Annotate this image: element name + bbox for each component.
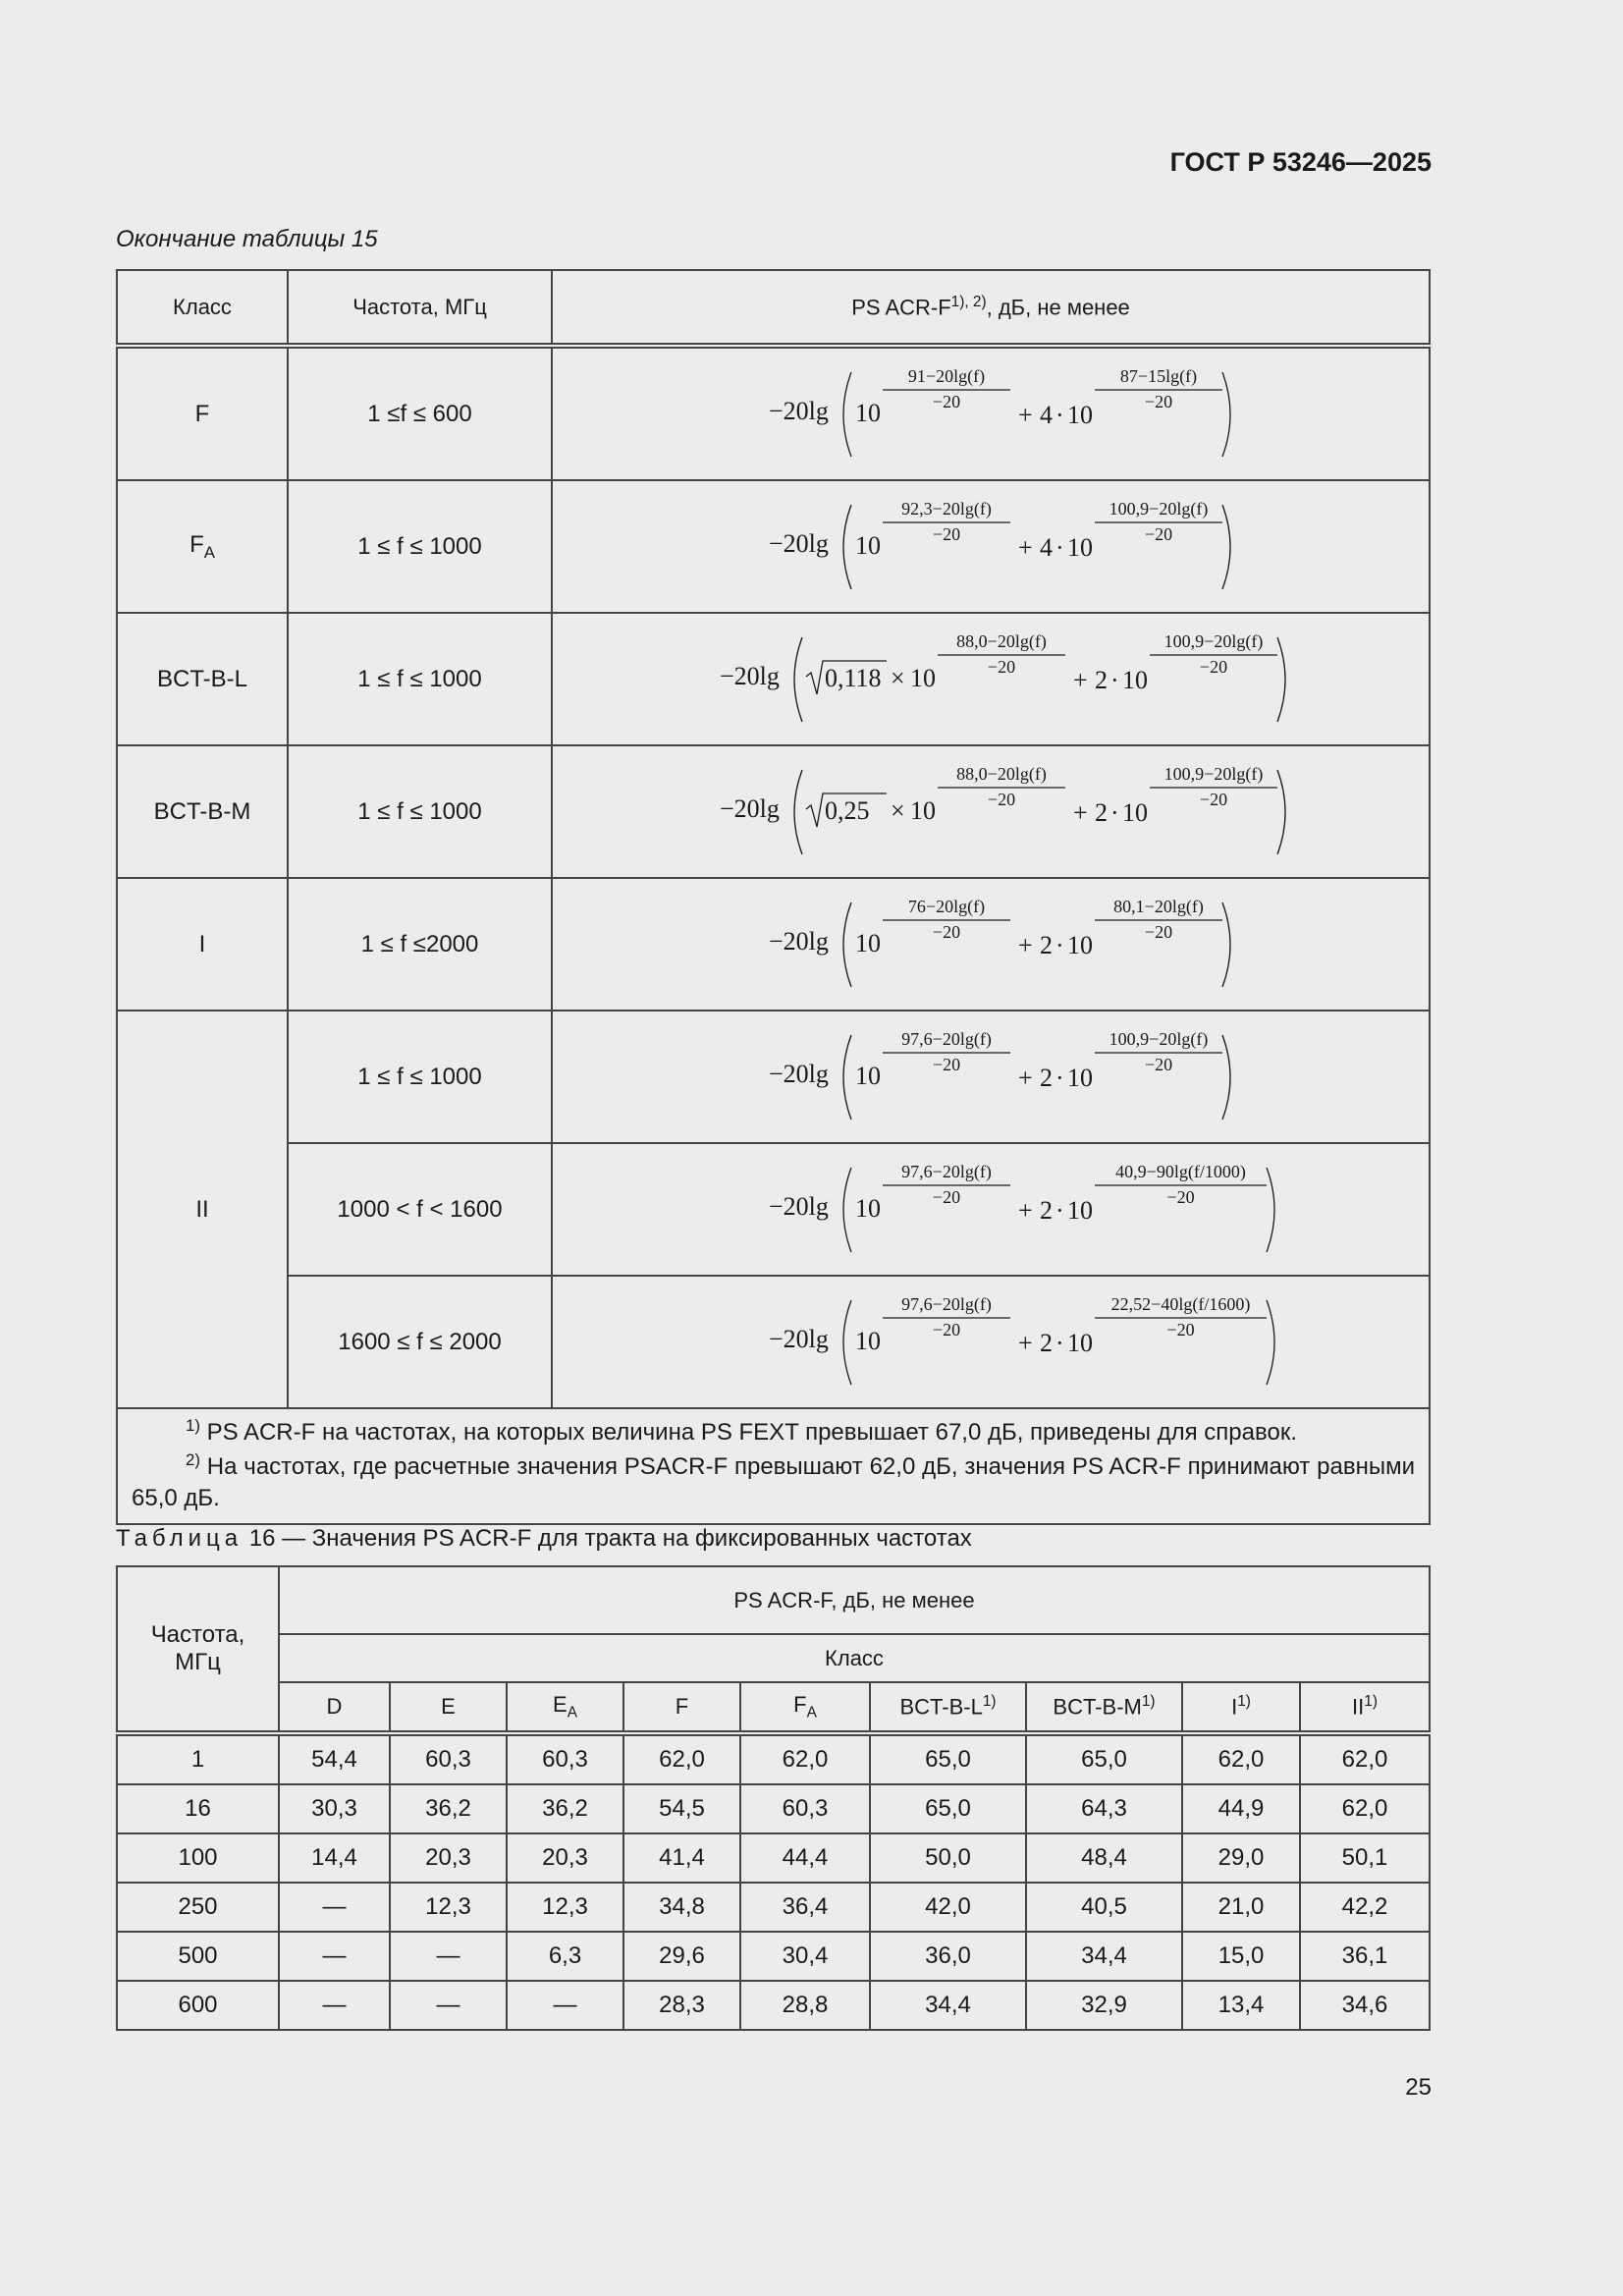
class-column-header: $E_A$: [507, 1682, 623, 1733]
formula-prefix: −20lg: [769, 926, 829, 956]
value-cell: 65,0: [870, 1784, 1026, 1833]
value-cell: 21,0: [1182, 1883, 1300, 1932]
base-ten: 10: [1067, 532, 1093, 562]
sqrt-value: 0,25: [825, 795, 870, 825]
class-column-header: F: [623, 1682, 740, 1733]
header-class: Класс: [117, 270, 288, 346]
exponent-numerator: 100,9−20lg(f): [1109, 498, 1209, 519]
table-row: [117, 1276, 1430, 1408]
table-15: [116, 269, 1431, 1525]
formula: [765, 1288, 1251, 1396]
dot-sign: ·: [1055, 1328, 1064, 1357]
exponent-denominator: −20: [1144, 921, 1173, 942]
value-cell: 48,4: [1026, 1833, 1182, 1883]
class-column-header: $F_A$: [740, 1682, 870, 1733]
frequency-range-cell: 1000 < f < 1600: [288, 1143, 552, 1276]
value-cell: 14,4: [279, 1833, 390, 1883]
value-cell: 20,3: [390, 1833, 507, 1883]
page-number: 25: [1405, 2074, 1432, 2101]
value-cell: 6,3: [507, 1932, 623, 1981]
formula-prefix: −20lg: [769, 1059, 829, 1088]
value-cell: 62,0: [740, 1733, 870, 1784]
close-paren-icon: [1277, 770, 1285, 854]
base-ten: 10: [1067, 1328, 1093, 1357]
exponent-numerator: 22,52−40lg(f/1600): [1110, 1293, 1251, 1314]
frequency-cell: 16: [117, 1784, 279, 1833]
formula-cell: [552, 745, 1430, 878]
value-cell: 13,4: [1182, 1981, 1300, 2030]
formula-prefix: −20lg: [720, 793, 780, 823]
value-cell: —: [390, 1932, 507, 1981]
frequency-cell: 250: [117, 1883, 279, 1932]
close-paren-icon: [1222, 372, 1230, 457]
plus-sign: +: [1018, 930, 1033, 959]
multiplier: 2: [1095, 665, 1108, 694]
formula: [765, 493, 1217, 601]
value-cell: 60,3: [390, 1733, 507, 1784]
dot-sign: ·: [1055, 930, 1064, 959]
value-cell: 44,9: [1182, 1784, 1300, 1833]
plus-sign: +: [1018, 1195, 1033, 1225]
frequency-range-cell: 1 ≤ f ≤ 1000: [288, 480, 552, 613]
frequency-cell: 1: [117, 1733, 279, 1784]
frequency-range-cell: 1 ≤ f ≤ 1000: [288, 1011, 552, 1143]
base-ten: 10: [910, 795, 936, 825]
footnote-1: $^{1)}$ PS ACR-F на частотах, на которых величина PS FEXT превышает 67,0 дБ, приведены для справок.: [186, 1416, 1297, 1447]
table-row: [117, 1981, 1430, 2030]
value-cell: 64,3: [1026, 1784, 1182, 1833]
table-row: [117, 1833, 1430, 1883]
value-cell: 34,8: [623, 1883, 740, 1932]
exponent-denominator: −20: [932, 391, 961, 411]
formula: [765, 360, 1217, 468]
multiplier: 2: [1040, 1063, 1053, 1092]
base-ten: 10: [1067, 930, 1093, 959]
exponent-denominator: −20: [932, 1054, 961, 1074]
open-paren-icon: [843, 1168, 851, 1252]
value-cell: —: [390, 1981, 507, 2030]
base-ten: 10: [1122, 665, 1148, 694]
frequency-range-cell: 1 ≤ f ≤ 1000: [288, 745, 552, 878]
class-cell: BCT-B-L: [117, 613, 288, 745]
exponent-denominator: −20: [987, 656, 1016, 677]
value-cell: 30,3: [279, 1784, 390, 1833]
value-cell: 62,0: [1182, 1733, 1300, 1784]
exponent-numerator: 76−20lg(f): [907, 896, 986, 916]
value-cell: 28,8: [740, 1981, 870, 2030]
table-row: [117, 1932, 1430, 1981]
exponent-denominator: −20: [1199, 789, 1228, 809]
class-column-header: BCT-$B-L^{1)}$: [870, 1682, 1026, 1733]
dot-sign: ·: [1055, 532, 1064, 562]
table-15-caption: Окончание таблицы 15: [116, 226, 378, 252]
table-row: [117, 1784, 1430, 1833]
value-cell: —: [279, 1883, 390, 1932]
dot-sign: ·: [1055, 400, 1064, 429]
open-paren-icon: [843, 1035, 851, 1120]
close-paren-icon: [1222, 1035, 1230, 1120]
base-ten: 10: [855, 1326, 881, 1355]
class-cell: II: [117, 1011, 288, 1408]
value-cell: —: [279, 1932, 390, 1981]
base-ten: 10: [855, 530, 881, 560]
class-cell: BCT-B-M: [117, 745, 288, 878]
exponent-numerator: 80,1−20lg(f): [1113, 896, 1204, 916]
value-cell: —: [279, 1981, 390, 2030]
value-cell: 41,4: [623, 1833, 740, 1883]
formula-cell: [552, 878, 1430, 1011]
value-cell: 44,4: [740, 1833, 870, 1883]
open-paren-icon: [843, 902, 851, 987]
table-row: [117, 1143, 1430, 1276]
header-ps-acr-f: PS ACR-$F^{1), 2)}$, дБ, не менее: [552, 270, 1430, 346]
value-cell: 62,0: [1300, 1784, 1430, 1833]
exponent-denominator: −20: [1199, 656, 1228, 677]
exponent-denominator: −20: [932, 1186, 961, 1207]
exponent-numerator: 88,0−20lg(f): [956, 763, 1047, 784]
value-cell: 32,9: [1026, 1981, 1182, 2030]
value-cell: 54,5: [623, 1784, 740, 1833]
frequency-cell: 100: [117, 1833, 279, 1883]
class-cell: $F_A$: [117, 480, 288, 613]
open-paren-icon: [843, 1300, 851, 1385]
base-ten: 10: [855, 398, 881, 427]
base-ten: 10: [855, 1061, 881, 1090]
class-column-header: II$^{1)}$: [1300, 1682, 1430, 1733]
open-paren-icon: [843, 372, 851, 457]
exponent-denominator: −20: [1166, 1186, 1195, 1207]
close-paren-icon: [1267, 1300, 1274, 1385]
formula-prefix: −20lg: [769, 528, 829, 558]
value-cell: 34,6: [1300, 1981, 1430, 2030]
formula: [765, 891, 1217, 999]
value-cell: 30,4: [740, 1932, 870, 1981]
formula: [765, 1156, 1246, 1264]
frequency-range-cell: 1 ≤f ≤ 600: [288, 346, 552, 480]
exponent-numerator: 40,9−90lg(f/1000): [1115, 1161, 1246, 1181]
value-cell: 62,0: [623, 1733, 740, 1784]
plus-sign: +: [1018, 1328, 1033, 1357]
class-column-header: BCT-$B-M^{1)}$: [1026, 1682, 1182, 1733]
value-cell: 42,2: [1300, 1883, 1430, 1932]
exponent-denominator: −20: [1144, 523, 1173, 544]
formula-cell: [552, 346, 1430, 480]
multiplier: 2: [1095, 797, 1108, 827]
value-cell: 36,0: [870, 1932, 1026, 1981]
close-paren-icon: [1277, 637, 1285, 722]
dot-sign: ·: [1055, 1063, 1064, 1092]
footnote-2: $^{2)}$ На частотах, где расчетные значения PSACR-F превышают 62,0 дБ, значения PS ACR-F принимают равными 65,0 дБ.: [132, 1449, 1416, 1512]
table-row: [117, 346, 1430, 480]
frequency-range-cell: 1 ≤ f ≤ 1000: [288, 613, 552, 745]
exponent-denominator: −20: [932, 921, 961, 942]
frequency-range-cell: 1 ≤ f ≤2000: [288, 878, 552, 1011]
class-cell: I: [117, 878, 288, 1011]
sqrt-value: 0,118: [825, 663, 882, 692]
value-cell: 54,4: [279, 1733, 390, 1784]
formula: [765, 1023, 1217, 1131]
times-sign: ×: [891, 795, 905, 825]
class-column-header: E: [390, 1682, 507, 1733]
value-cell: 12,3: [507, 1883, 623, 1932]
value-cell: 36,2: [390, 1784, 507, 1833]
base-ten: 10: [855, 1193, 881, 1223]
value-cell: 20,3: [507, 1833, 623, 1883]
formula: [716, 758, 1266, 866]
document-id: ГОСТ Р 53246—2025: [1169, 147, 1432, 177]
value-cell: 65,0: [1026, 1733, 1182, 1784]
exponent-numerator: 100,9−20lg(f): [1163, 630, 1264, 651]
plus-sign: +: [1018, 532, 1033, 562]
base-ten: 10: [1067, 400, 1093, 429]
base-ten: 10: [1067, 1063, 1093, 1092]
footnotes: [117, 1408, 1430, 1524]
exponent-numerator: 97,6−20lg(f): [901, 1028, 992, 1049]
value-cell: 42,0: [870, 1883, 1026, 1932]
value-cell: 34,4: [1026, 1932, 1182, 1981]
close-paren-icon: [1222, 505, 1230, 589]
exponent-denominator: −20: [1144, 1054, 1173, 1074]
frequency-cell: 600: [117, 1981, 279, 2030]
value-cell: 15,0: [1182, 1932, 1300, 1981]
value-cell: 29,0: [1182, 1833, 1300, 1883]
close-paren-icon: [1267, 1168, 1274, 1252]
open-paren-icon: [843, 505, 851, 589]
exponent-numerator: 100,9−20lg(f): [1163, 763, 1264, 784]
formula-cell: [552, 1011, 1430, 1143]
formula: [716, 626, 1266, 734]
formula-cell: [552, 1143, 1430, 1276]
table-row: [117, 878, 1430, 1011]
exponent-numerator: 88,0−20lg(f): [956, 630, 1047, 651]
multiplier: 4: [1040, 532, 1053, 562]
formula-prefix: −20lg: [769, 396, 829, 425]
exponent-denominator: −20: [1144, 391, 1173, 411]
header-frequency: Частота, МГц: [117, 1566, 279, 1733]
class-cell: F: [117, 346, 288, 480]
value-cell: —: [507, 1981, 623, 2030]
value-cell: 50,1: [1300, 1833, 1430, 1883]
value-cell: 29,6: [623, 1932, 740, 1981]
class-column-header: D: [279, 1682, 390, 1733]
exponent-denominator: −20: [932, 1319, 961, 1339]
plus-sign: +: [1018, 1063, 1033, 1092]
plus-sign: +: [1073, 797, 1088, 827]
exponent-denominator: −20: [987, 789, 1016, 809]
formula-cell: [552, 1276, 1430, 1408]
open-paren-icon: [794, 637, 802, 722]
table-row: [117, 1733, 1430, 1784]
value-cell: 60,3: [740, 1784, 870, 1833]
value-cell: 65,0: [870, 1733, 1026, 1784]
exponent-numerator: 87−15lg(f): [1119, 365, 1198, 386]
exponent-numerator: 100,9−20lg(f): [1109, 1028, 1209, 1049]
frequency-range-cell: 1600 ≤ f ≤ 2000: [288, 1276, 552, 1408]
dot-sign: ·: [1110, 797, 1119, 827]
plus-sign: +: [1073, 665, 1088, 694]
base-ten: 10: [855, 928, 881, 957]
plus-sign: +: [1018, 400, 1033, 429]
value-cell: 34,4: [870, 1981, 1026, 2030]
multiplier: 4: [1040, 400, 1053, 429]
formula-prefix: −20lg: [720, 661, 780, 690]
value-cell: 36,1: [1300, 1932, 1430, 1981]
table-row: [117, 1883, 1430, 1932]
open-paren-icon: [794, 770, 802, 854]
value-cell: 36,4: [740, 1883, 870, 1932]
formula-cell: [552, 480, 1430, 613]
frequency-cell: 500: [117, 1932, 279, 1981]
value-cell: 36,2: [507, 1784, 623, 1833]
value-cell: 60,3: [507, 1733, 623, 1784]
table-16: [116, 1565, 1431, 2031]
exponent-denominator: −20: [1166, 1319, 1195, 1339]
exponent-numerator: 97,6−20lg(f): [901, 1293, 992, 1314]
value-cell: 12,3: [390, 1883, 507, 1932]
exponent-denominator: −20: [932, 523, 961, 544]
table-row: [117, 745, 1430, 878]
header-frequency: Частота, МГц: [288, 270, 552, 346]
class-column-header: $I^{1)}$: [1182, 1682, 1300, 1733]
base-ten: 10: [1122, 797, 1148, 827]
exponent-numerator: 91−20lg(f): [907, 365, 986, 386]
table-16-caption: Таблица 16 — Значения PS ACR-F для тракта на фиксированных частотах: [116, 1525, 972, 1552]
value-cell: 62,0: [1300, 1733, 1430, 1784]
multiplier: 2: [1040, 1328, 1053, 1357]
multiplier: 2: [1040, 1195, 1053, 1225]
formula-prefix: −20lg: [769, 1324, 829, 1353]
header-ps-acr-f: PS ACR-F, дБ, не менее: [279, 1566, 1430, 1634]
table-row: [117, 1011, 1430, 1143]
value-cell: 40,5: [1026, 1883, 1182, 1932]
formula-cell: [552, 613, 1430, 745]
dot-sign: ·: [1110, 665, 1119, 694]
exponent-numerator: 92,3−20lg(f): [901, 498, 992, 519]
base-ten: 10: [910, 663, 936, 692]
multiplier: 2: [1040, 930, 1053, 959]
base-ten: 10: [1067, 1195, 1093, 1225]
value-cell: 28,3: [623, 1981, 740, 2030]
value-cell: 50,0: [870, 1833, 1026, 1883]
exponent-numerator: 97,6−20lg(f): [901, 1161, 992, 1181]
dot-sign: ·: [1055, 1195, 1064, 1225]
close-paren-icon: [1222, 902, 1230, 987]
times-sign: ×: [891, 663, 905, 692]
table-row: [117, 613, 1430, 745]
formula-prefix: −20lg: [769, 1191, 829, 1221]
header-class: Класс: [279, 1634, 1430, 1682]
table-row: [117, 480, 1430, 613]
